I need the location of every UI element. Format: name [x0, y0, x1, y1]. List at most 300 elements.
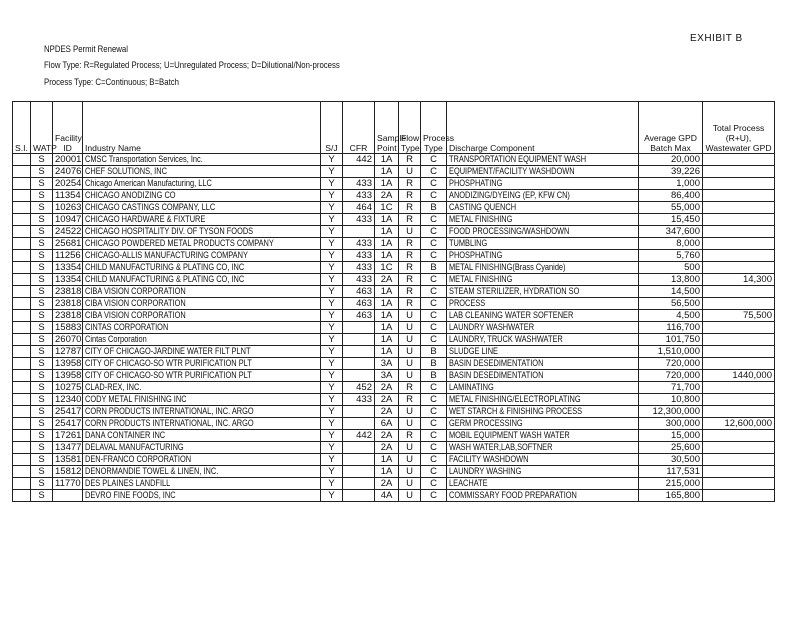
- cell-watp-text: S: [38, 322, 45, 333]
- cell-sample-point: [375, 490, 399, 502]
- cell-industry-name-text: DEVRO FINE FOODS, INC: [85, 490, 176, 501]
- cell-flow-type-text: R: [406, 178, 413, 189]
- cell-facility-id: [53, 430, 83, 442]
- cell-si: [13, 490, 31, 502]
- cell-industry-name-text: CINTAS CORPORATION: [85, 322, 169, 333]
- cell-watp-text: S: [38, 226, 45, 237]
- cell-industry-name-text: DES PLAINES LANDFILL: [85, 478, 171, 489]
- cell-sample-point: [375, 214, 399, 226]
- cell-industry-name-text: CMSC Transportation Services, Inc.: [85, 154, 203, 165]
- cell-facility-id-text: 23818: [55, 310, 82, 321]
- cell-facility-id-text: 11770: [55, 478, 81, 489]
- cell-average-gpd-text: 500: [684, 262, 700, 273]
- col-header-si: S.I.: [13, 102, 31, 154]
- cell-watp-text: S: [38, 286, 45, 297]
- cell-watp: [31, 418, 53, 430]
- cell-flow-type: [399, 250, 421, 262]
- cell-process-type: [421, 214, 447, 226]
- cell-cfr: [343, 334, 375, 346]
- cell-watp: [31, 490, 53, 502]
- cell-industry-name: [83, 370, 321, 382]
- cell-flow-type: [399, 430, 421, 442]
- cell-average-gpd: [639, 190, 703, 202]
- cell-cfr-text: 452: [356, 382, 372, 393]
- cell-watp: [31, 238, 53, 250]
- cell-watp-text: S: [38, 478, 45, 489]
- cell-sample-point-text: 1A: [380, 226, 393, 237]
- table-row: [13, 226, 775, 238]
- cell-sample-point: [375, 346, 399, 358]
- cell-discharge-component-text: PROCESS: [449, 298, 486, 309]
- cell-sj-text: Y: [328, 298, 335, 309]
- cell-facility-id: [53, 298, 83, 310]
- col-header-cfr: CFR: [343, 102, 375, 154]
- table-row: [13, 322, 775, 334]
- cell-facility-id: [53, 454, 83, 466]
- cell-average-gpd-text: 215,000: [665, 478, 700, 489]
- cell-process-type: [421, 190, 447, 202]
- cell-average-gpd-text: 5,760: [676, 250, 700, 261]
- cell-si: [13, 238, 31, 250]
- cell-discharge-component-text: EQUIPMENT/FACILITY WASHDOWN: [449, 166, 575, 177]
- cell-flow-type-text: U: [406, 334, 413, 345]
- cell-sample-point-text: 1A: [380, 466, 393, 477]
- cell-average-gpd-text: 347,600: [665, 226, 700, 237]
- cell-discharge-component-text: TRANSPORTATION EQUIPMENT WASH: [449, 154, 587, 165]
- cell-sj-text: Y: [328, 454, 335, 465]
- cell-facility-id-text: 11256: [55, 250, 81, 261]
- cell-average-gpd: [639, 466, 703, 478]
- cell-discharge-component-text: WET STARCH & FINISHING PROCESS: [449, 406, 583, 417]
- cell-watp: [31, 346, 53, 358]
- cell-cfr-text: 433: [356, 250, 372, 261]
- cell-cfr: [343, 202, 375, 214]
- cell-average-gpd-text: 20,000: [670, 154, 700, 165]
- cell-cfr-text: 464: [356, 202, 372, 213]
- cell-watp-text: S: [38, 310, 45, 321]
- cell-industry-name-text: CITY OF CHICAGO-SO WTR PURIFICATION PLT: [85, 370, 252, 381]
- cell-facility-id: [53, 442, 83, 454]
- cell-watp: [31, 406, 53, 418]
- cell-process-type-text: C: [430, 490, 437, 501]
- cell-process-type: [421, 202, 447, 214]
- cell-sj: [321, 466, 343, 478]
- cell-sj: [321, 430, 343, 442]
- cell-discharge-component: [447, 274, 639, 286]
- cell-sj: [321, 442, 343, 454]
- cell-sample-point-text: 2A: [380, 406, 393, 417]
- cell-facility-id-text: 13958: [55, 370, 82, 381]
- cell-facility-id: [53, 166, 83, 178]
- cell-si: [13, 430, 31, 442]
- cell-total-process: [703, 226, 775, 238]
- cell-discharge-component-text: COMMISSARY FOOD PREPARATION: [449, 490, 577, 501]
- cell-industry-name-text: CHICAGO ANODIZING CO: [85, 190, 176, 201]
- cell-discharge-component-text: LAMINATING: [449, 382, 494, 393]
- cell-average-gpd: [639, 394, 703, 406]
- cell-discharge-component: [447, 454, 639, 466]
- cell-sj: [321, 190, 343, 202]
- cell-facility-id: [53, 406, 83, 418]
- cell-discharge-component-text: LAUNDRY WASHWATER: [449, 322, 535, 333]
- cell-watp-text: S: [38, 406, 45, 417]
- cell-si: [13, 334, 31, 346]
- cell-discharge-component-text: METAL FINISHING/ELECTROPLATING: [449, 394, 581, 405]
- cell-process-type-text: C: [430, 310, 437, 321]
- cell-flow-type: [399, 478, 421, 490]
- cell-sample-point: [375, 310, 399, 322]
- cell-discharge-component-text: METAL FINISHING(Brass Cyanide): [449, 262, 566, 273]
- cell-sample-point: [375, 454, 399, 466]
- cell-discharge-component: [447, 346, 639, 358]
- cell-sample-point-text: 1A: [380, 250, 393, 261]
- cell-process-type-text: B: [430, 370, 437, 381]
- col-header-industry-name: Industry Name: [83, 102, 321, 154]
- cell-process-type-text: C: [430, 274, 437, 285]
- cell-industry-name: [83, 274, 321, 286]
- cell-facility-id: [53, 490, 83, 502]
- cell-process-type-text: C: [430, 238, 437, 249]
- cell-flow-type-text: R: [406, 430, 413, 441]
- cell-average-gpd-text: 14,500: [670, 286, 700, 297]
- cell-sample-point: [375, 418, 399, 430]
- cell-si: [13, 358, 31, 370]
- table-row: [13, 298, 775, 310]
- cell-discharge-component: [447, 466, 639, 478]
- cell-discharge-component-text: LAUNDRY WASHING: [449, 466, 522, 477]
- cell-industry-name: [83, 418, 321, 430]
- cell-sj-text: Y: [328, 154, 335, 165]
- cell-facility-id: [53, 370, 83, 382]
- cell-sj-text: Y: [328, 274, 335, 285]
- cell-sample-point: [375, 262, 399, 274]
- cell-watp: [31, 478, 53, 490]
- cell-average-gpd-text: 56,500: [670, 298, 700, 309]
- cell-process-type-text: C: [430, 466, 437, 477]
- cell-watp: [31, 178, 53, 190]
- cell-sample-point: [375, 178, 399, 190]
- cell-si: [13, 466, 31, 478]
- table-row: [13, 490, 775, 502]
- cell-sample-point: [375, 406, 399, 418]
- cell-sj: [321, 394, 343, 406]
- cell-si: [13, 322, 31, 334]
- cell-facility-id: [53, 334, 83, 346]
- cell-discharge-component-text: GERM PROCESSING: [449, 418, 523, 429]
- cell-average-gpd-text: 15,000: [670, 430, 700, 441]
- cell-discharge-component: [447, 382, 639, 394]
- cell-industry-name: [83, 382, 321, 394]
- cell-process-type: [421, 298, 447, 310]
- cell-cfr: [343, 190, 375, 202]
- cell-discharge-component-text: FOOD PROCESSING/WASHDOWN: [449, 226, 570, 237]
- cell-watp-text: S: [38, 334, 45, 345]
- cell-industry-name: [83, 346, 321, 358]
- cell-sj-text: Y: [328, 442, 335, 453]
- cell-si: [13, 370, 31, 382]
- table-row: [13, 274, 775, 286]
- cell-average-gpd: [639, 262, 703, 274]
- cell-average-gpd: [639, 274, 703, 286]
- cell-industry-name-text: DEN-FRANCO CORPORATION: [85, 454, 192, 465]
- cell-sample-point: [375, 286, 399, 298]
- cell-sj-text: Y: [328, 190, 335, 201]
- table-row: [13, 214, 775, 226]
- cell-sj-text: Y: [328, 310, 335, 321]
- cell-sj: [321, 226, 343, 238]
- cell-facility-id-text: 15883: [55, 322, 82, 333]
- cell-flow-type: [399, 358, 421, 370]
- cell-cfr: [343, 454, 375, 466]
- cell-average-gpd: [639, 154, 703, 166]
- cell-industry-name: [83, 226, 321, 238]
- cell-discharge-component: [447, 226, 639, 238]
- cell-total-process: [703, 334, 775, 346]
- cell-process-type: [421, 226, 447, 238]
- cell-facility-id: [53, 202, 83, 214]
- cell-cfr-text: 442: [356, 430, 372, 441]
- cell-facility-id-text: 13354: [55, 262, 82, 273]
- cell-industry-name-text: CHILD MANUFACTURING & PLATING CO, INC: [85, 262, 245, 273]
- table-row: [13, 478, 775, 490]
- cell-discharge-component: [447, 154, 639, 166]
- cell-si: [13, 406, 31, 418]
- cell-sample-point-text: 2A: [380, 442, 393, 453]
- cell-industry-name: [83, 238, 321, 250]
- cell-process-type: [421, 178, 447, 190]
- cell-facility-id-text: 25417: [55, 406, 82, 417]
- col-header-discharge-component: Discharge Component: [447, 102, 639, 154]
- cell-watp-text: S: [38, 178, 45, 189]
- cell-sample-point-text: 3A: [380, 370, 393, 381]
- cell-facility-id-text: 25417: [55, 418, 82, 429]
- cell-sj: [321, 166, 343, 178]
- cell-industry-name-text: CODY METAL FINISHING INC: [85, 394, 187, 405]
- cell-sj-text: Y: [328, 466, 335, 477]
- cell-process-type-text: C: [430, 226, 437, 237]
- cell-average-gpd: [639, 442, 703, 454]
- cell-facility-id: [53, 382, 83, 394]
- cell-average-gpd: [639, 418, 703, 430]
- col-header-sample-point: Sample Point: [375, 102, 399, 154]
- cell-si: [13, 382, 31, 394]
- cell-sample-point-text: 2A: [380, 478, 393, 489]
- cell-watp: [31, 226, 53, 238]
- cell-facility-id-text: 17261: [55, 430, 82, 441]
- cell-flow-type: [399, 382, 421, 394]
- cell-process-type: [421, 370, 447, 382]
- cell-watp-text: S: [38, 466, 45, 477]
- cell-total-process: [703, 190, 775, 202]
- cell-average-gpd-text: 165,800: [665, 490, 700, 501]
- cell-flow-type-text: R: [406, 262, 413, 273]
- cell-average-gpd-text: 10,800: [670, 394, 700, 405]
- cell-flow-type: [399, 334, 421, 346]
- cell-facility-id-text: 12340: [55, 394, 82, 405]
- cell-industry-name-text: CIBA VISION CORPORATION: [85, 298, 186, 309]
- table-row: [13, 382, 775, 394]
- cell-flow-type-text: R: [406, 238, 413, 249]
- cell-flow-type-text: U: [406, 322, 413, 333]
- cell-industry-name: [83, 154, 321, 166]
- cell-cfr: [343, 418, 375, 430]
- cell-facility-id: [53, 310, 83, 322]
- cell-facility-id-text: 20001: [55, 154, 82, 165]
- cell-average-gpd-text: 30,500: [670, 454, 700, 465]
- cell-sj: [321, 370, 343, 382]
- cell-cfr-text: 433: [356, 214, 372, 225]
- document-title: NPDES Permit Renewal: [44, 44, 128, 55]
- cell-sj-text: Y: [328, 226, 335, 237]
- table-row: [13, 466, 775, 478]
- cell-watp: [31, 298, 53, 310]
- cell-cfr: [343, 442, 375, 454]
- cell-facility-id: [53, 274, 83, 286]
- cell-average-gpd-text: 71,700: [670, 382, 700, 393]
- cell-watp-text: S: [38, 418, 45, 429]
- cell-industry-name: [83, 430, 321, 442]
- cell-average-gpd-text: 86,400: [670, 190, 700, 201]
- cell-discharge-component-text: METAL FINISHING: [449, 214, 513, 225]
- cell-flow-type-text: R: [406, 154, 413, 165]
- cell-average-gpd-text: 8,000: [676, 238, 700, 249]
- col-header-watp: WATP: [31, 102, 53, 154]
- cell-facility-id-text: 24076: [55, 166, 82, 177]
- cell-flow-type: [399, 310, 421, 322]
- process-type-legend: Process Type: C=Continuous; B=Batch: [44, 77, 179, 88]
- cell-flow-type: [399, 178, 421, 190]
- cell-average-gpd: [639, 454, 703, 466]
- cell-process-type-text: C: [430, 478, 437, 489]
- cell-flow-type: [399, 394, 421, 406]
- table-row: [13, 406, 775, 418]
- cell-industry-name-text: CLAD-REX, INC.: [85, 382, 142, 393]
- cell-si: [13, 250, 31, 262]
- cell-cfr-text: 463: [356, 286, 372, 297]
- cell-si: [13, 166, 31, 178]
- cell-process-type-text: C: [430, 442, 437, 453]
- cell-si: [13, 442, 31, 454]
- cell-flow-type-text: U: [406, 442, 413, 453]
- cell-discharge-component-text: METAL FINISHING: [449, 274, 513, 285]
- cell-sample-point: [375, 322, 399, 334]
- cell-flow-type-text: R: [406, 286, 413, 297]
- cell-average-gpd-text: 1,000: [676, 178, 700, 189]
- cell-watp: [31, 154, 53, 166]
- cell-process-type: [421, 322, 447, 334]
- table-row: [13, 166, 775, 178]
- cell-sj-text: Y: [328, 430, 335, 441]
- cell-cfr: [343, 382, 375, 394]
- cell-watp-text: S: [38, 358, 45, 369]
- cell-average-gpd: [639, 214, 703, 226]
- cell-sj: [321, 346, 343, 358]
- cell-industry-name: [83, 466, 321, 478]
- cell-process-type-text: B: [430, 358, 437, 369]
- cell-discharge-component: [447, 214, 639, 226]
- cell-discharge-component-text: LEACHATE: [449, 478, 488, 489]
- cell-average-gpd: [639, 250, 703, 262]
- cell-sample-point-text: 1A: [380, 346, 393, 357]
- cell-discharge-component: [447, 358, 639, 370]
- cell-watp-text: S: [38, 154, 45, 165]
- cell-cfr: [343, 466, 375, 478]
- cell-sj: [321, 298, 343, 310]
- cell-facility-id-text: 10947: [55, 214, 82, 225]
- cell-industry-name-text: CORN PRODUCTS INTERNATIONAL, INC. ARGO: [85, 406, 254, 417]
- cell-industry-name-text: CHEF SOLUTIONS, INC: [85, 166, 167, 177]
- cell-cfr: [343, 394, 375, 406]
- cell-flow-type: [399, 202, 421, 214]
- cell-watp-text: S: [38, 250, 45, 261]
- cell-average-gpd: [639, 358, 703, 370]
- cell-cfr: [343, 478, 375, 490]
- cell-discharge-component: [447, 490, 639, 502]
- cell-average-gpd-text: 15,450: [670, 214, 700, 225]
- cell-watp-text: S: [38, 202, 45, 213]
- cell-si: [13, 418, 31, 430]
- cell-flow-type: [399, 262, 421, 274]
- cell-sample-point-text: 3A: [380, 358, 393, 369]
- cell-discharge-component-text: MOBIL EQUIPMENT WASH WATER: [449, 430, 570, 441]
- cell-flow-type: [399, 490, 421, 502]
- cell-sj: [321, 310, 343, 322]
- cell-industry-name-text: CHICAGO CASTINGS COMPANY, LLC: [85, 202, 216, 213]
- cell-total-process: [703, 202, 775, 214]
- cell-process-type: [421, 310, 447, 322]
- cell-industry-name: [83, 178, 321, 190]
- cell-watp: [31, 202, 53, 214]
- cell-sj: [321, 358, 343, 370]
- cell-sj: [321, 478, 343, 490]
- cell-cfr-text: 463: [356, 298, 372, 309]
- cell-sample-point-text: 1C: [380, 262, 393, 273]
- cell-process-type-text: C: [430, 166, 437, 177]
- cell-watp-text: S: [38, 214, 45, 225]
- cell-discharge-component: [447, 190, 639, 202]
- cell-si: [13, 214, 31, 226]
- cell-sj-text: Y: [328, 286, 335, 297]
- cell-si: [13, 262, 31, 274]
- cell-average-gpd-text: 55,000: [670, 202, 700, 213]
- cell-total-process: [703, 454, 775, 466]
- cell-discharge-component-text: STEAM STERILIZER, HYDRATION SO: [449, 286, 580, 297]
- cell-industry-name-text: CHILD MANUFACTURING & PLATING CO, INC: [85, 274, 245, 285]
- cell-process-type: [421, 454, 447, 466]
- cell-average-gpd: [639, 406, 703, 418]
- cell-sj-text: Y: [328, 358, 335, 369]
- cell-industry-name-text: DENORMANDIE TOWEL & LINEN, INC.: [85, 466, 219, 477]
- cell-sj-text: Y: [328, 250, 335, 261]
- cell-flow-type-text: U: [406, 406, 413, 417]
- table-row: [13, 370, 775, 382]
- cell-discharge-component-text: LAUNDRY, TRUCK WASHWATER: [449, 334, 563, 345]
- cell-facility-id-text: 23818: [55, 298, 82, 309]
- cell-flow-type-text: U: [406, 478, 413, 489]
- cell-process-type-text: C: [430, 190, 437, 201]
- cell-average-gpd: [639, 310, 703, 322]
- cell-facility-id-text: 13354: [55, 274, 82, 285]
- cell-flow-type: [399, 190, 421, 202]
- cell-cfr-text: 433: [356, 190, 372, 201]
- table-row: [13, 154, 775, 166]
- cell-watp-text: S: [38, 298, 45, 309]
- cell-sample-point-text: 2A: [380, 382, 393, 393]
- cell-flow-type-text: R: [406, 190, 413, 201]
- cell-sj-text: Y: [328, 166, 335, 177]
- cell-process-type: [421, 382, 447, 394]
- cell-sample-point-text: 1A: [380, 154, 393, 165]
